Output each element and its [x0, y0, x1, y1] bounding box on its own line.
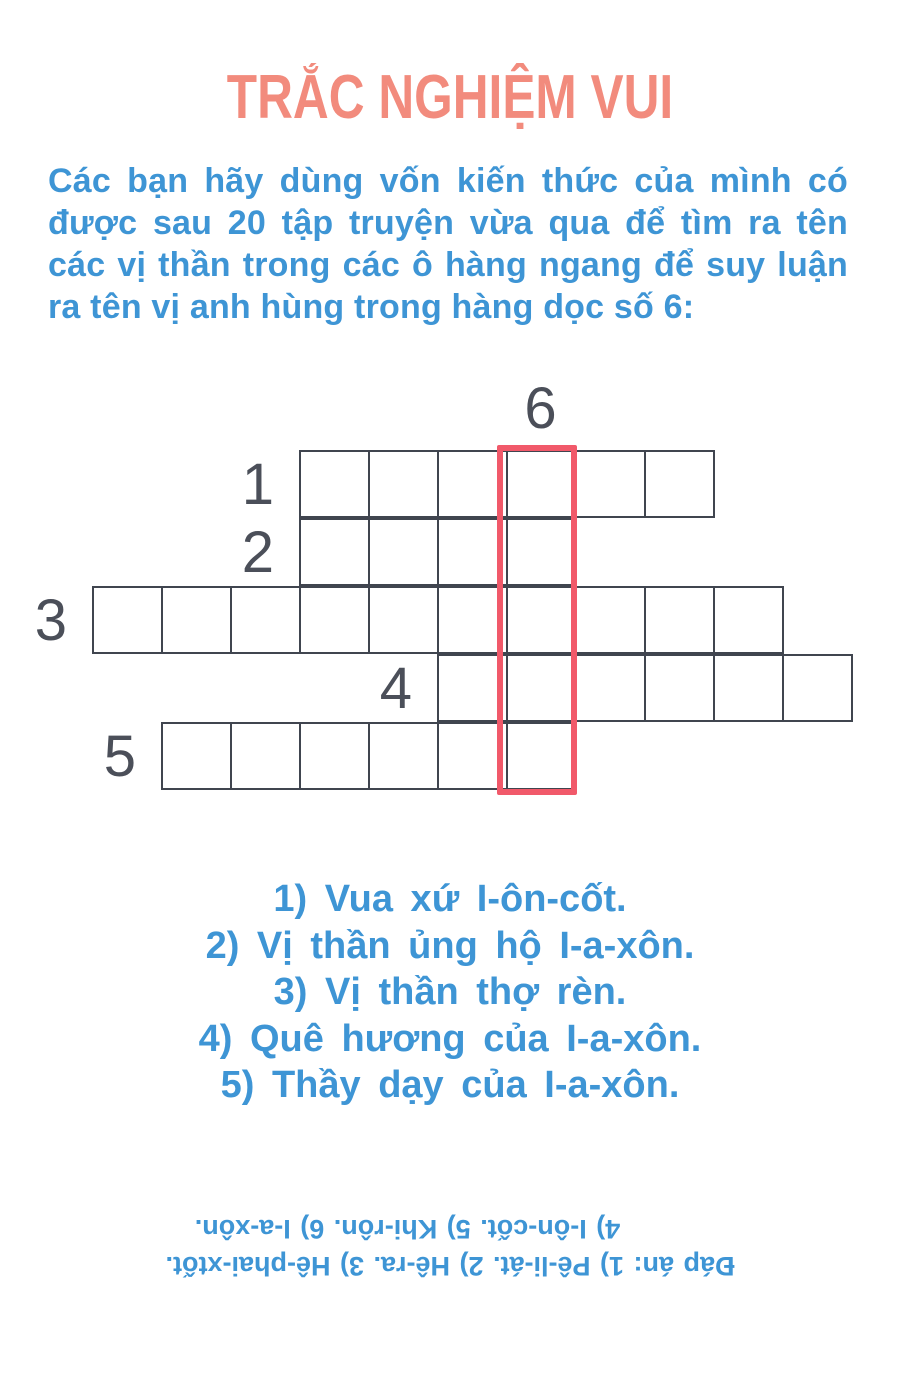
grid-cell — [92, 586, 163, 654]
grid-row-3 — [92, 586, 784, 654]
grid-cell — [368, 586, 439, 654]
grid-cell — [299, 722, 370, 790]
row-number-label: 3 — [34, 588, 67, 653]
clue-item: 3) Vị thần thợ rèn. — [273, 971, 627, 1013]
clues-list — [0, 876, 900, 1109]
vertical-number-label: 6 — [524, 376, 557, 441]
row-number-label: 1 — [241, 452, 274, 517]
grid-cell — [161, 722, 232, 790]
grid-cell — [299, 518, 370, 586]
answer-line-1: Đáp án: 1) Pê-li-át. 2) Hê-ra. 3) Hê-phai-xtốt. — [165, 1251, 735, 1281]
answer-line-2: 4) I-ôn-cốt. 5) Khi-rôn. 6) I-a-xôn. — [194, 1214, 621, 1244]
crossword-grid — [0, 376, 900, 810]
grid-cell — [368, 518, 439, 586]
row-number-label: 4 — [379, 656, 412, 721]
intro-line: các vị thần trong các ô hàng ngang để suy luận — [48, 246, 848, 284]
clue-item: 1) Vua xứ I-ôn-cốt. — [273, 878, 627, 920]
intro-paragraph — [48, 160, 848, 328]
grid-cell — [368, 450, 439, 518]
intro-line: được sau 20 tập truyện vừa qua để tìm ra tên — [48, 204, 848, 242]
answer-key — [150, 1210, 750, 1284]
grid-cell — [713, 586, 784, 654]
clue-item: 2) Vị thần ủng hộ I-a-xôn. — [205, 924, 695, 967]
grid-cell — [230, 722, 301, 790]
red-column-highlight — [497, 445, 577, 795]
intro-line: ra tên vị anh hùng trong hàng dọc số 6: — [48, 288, 695, 326]
grid-cell — [644, 450, 715, 518]
grid-cell — [782, 654, 853, 722]
grid-cell — [575, 450, 646, 518]
grid-cell — [575, 586, 646, 654]
clue-item: 4) Quê hương của I-a-xôn. — [198, 1017, 702, 1060]
grid-cell — [713, 654, 784, 722]
grid-cell — [368, 722, 439, 790]
grid-cell — [299, 450, 370, 518]
grid-cell — [644, 586, 715, 654]
clue-item: 5) Thầy dạy của I-a-xôn. — [220, 1064, 680, 1106]
grid-cell — [299, 586, 370, 654]
grid-cell — [575, 654, 646, 722]
page-title: TRẮC NGHIỆM VUI — [226, 63, 674, 132]
row-number-label: 5 — [103, 724, 136, 789]
grid-cell — [161, 586, 232, 654]
grid-cell — [644, 654, 715, 722]
intro-line: Các bạn hãy dùng vốn kiến thức của mình có — [48, 162, 848, 200]
row-number-label: 2 — [241, 520, 274, 585]
grid-cell — [230, 586, 301, 654]
